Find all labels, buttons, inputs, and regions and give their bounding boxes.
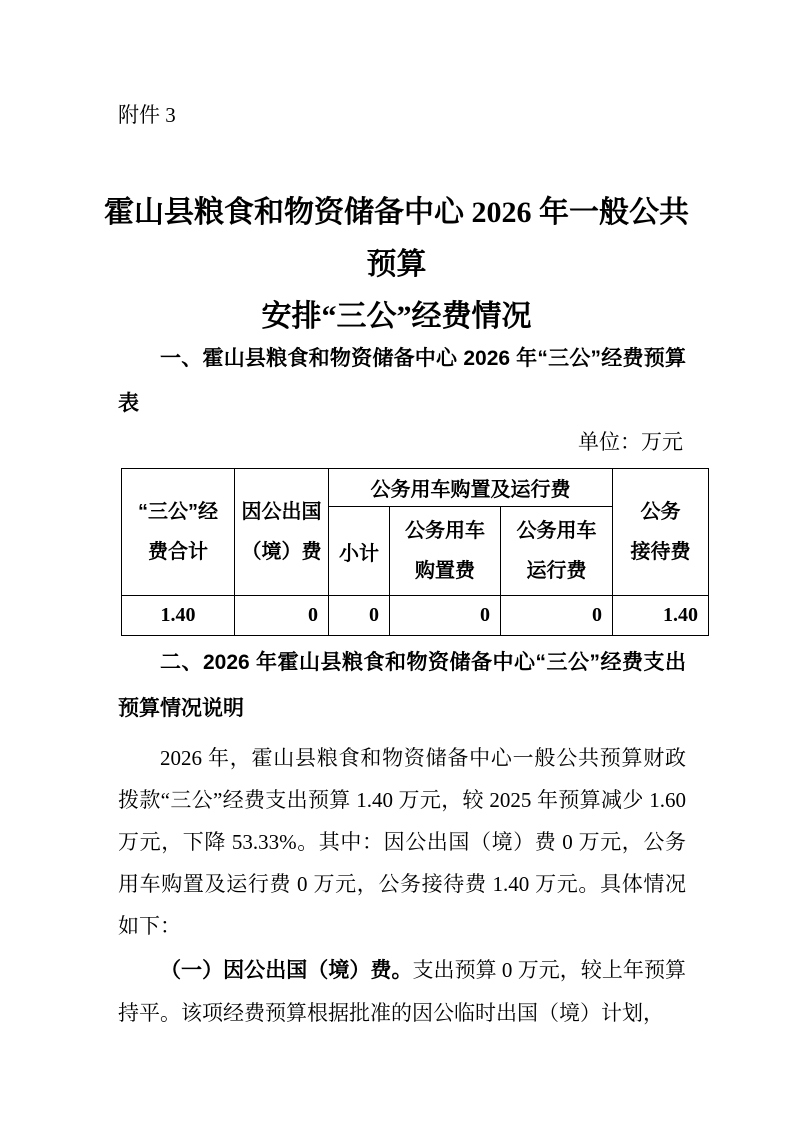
header-operation-line2: 运行费 xyxy=(526,560,587,582)
table-header-row-1 xyxy=(122,469,709,507)
header-cell-abroad xyxy=(235,469,329,596)
data-cell-total: 1.40 xyxy=(122,596,235,636)
sangong-budget-table xyxy=(121,468,709,636)
header-total-line1: “三公”经 xyxy=(138,501,218,523)
header-cell-total xyxy=(122,469,235,596)
abroad-expense-text: 支出预算 0 万元，较上年预算持平。该项经费预算根据批准的因公临时出国（境）计划， xyxy=(118,958,687,1025)
data-cell-subtotal: 0 xyxy=(329,596,390,636)
section2-heading: 二、2026 年霍山县粮食和物资储备中心“三公”经费支出预算情况说明 xyxy=(118,651,686,720)
summary-paragraph: 2026 年，霍山县粮食和物资储备中心一般公共预算财政拨款“三公”经费支出预算 1.40 万元，较 2025 年预算减少 1.60 万元，下降 53.33%。其中：因公出国（境）费 0 万元，公务用车购置及运行费 0 万元，公务接待费 1.40 万元。具体情况如下： xyxy=(118,746,686,938)
data-cell-purchase: 0 xyxy=(390,596,501,636)
header-abroad-line2: （境）费 xyxy=(241,541,322,563)
table-data-row xyxy=(122,596,709,636)
abroad-expense-paragraph xyxy=(118,949,686,1034)
header-purchase-line2: 购置费 xyxy=(415,560,475,582)
document-title xyxy=(90,187,703,343)
data-cell-operation: 0 xyxy=(501,596,613,636)
header-cell-reception xyxy=(613,469,709,596)
header-cell-subtotal: 小计 xyxy=(329,507,390,596)
abroad-expense-lead: （一）因公出国（境）费。 xyxy=(160,959,413,982)
header-abroad-line1: 因公出国 xyxy=(241,501,322,523)
header-total-line2: 费合计 xyxy=(148,541,208,563)
data-cell-reception: 1.40 xyxy=(613,596,709,636)
section1-heading: 一、霍山县粮食和物资储备中心 2026 年“三公”经费预算表 xyxy=(118,347,686,415)
header-reception-line2: 接待费 xyxy=(630,541,691,563)
header-reception-line1: 公务 xyxy=(640,501,681,523)
header-operation-line1: 公务用车 xyxy=(516,520,597,542)
document-title-line2: 安排“三公”经费情况 xyxy=(261,300,532,333)
header-cell-vehicle-group: 公务用车购置及运行费 xyxy=(329,469,613,507)
header-purchase-line1: 公务用车 xyxy=(405,520,485,542)
header-cell-purchase xyxy=(390,507,501,596)
attachment-label: 附件 3 xyxy=(118,103,176,127)
data-cell-abroad: 0 xyxy=(235,596,329,636)
table-unit-label: 单位：万元 xyxy=(578,431,683,454)
header-cell-operation xyxy=(501,507,613,596)
document-title-line1: 霍山县粮食和物资储备中心 2026 年一般公共预算 xyxy=(104,196,689,281)
